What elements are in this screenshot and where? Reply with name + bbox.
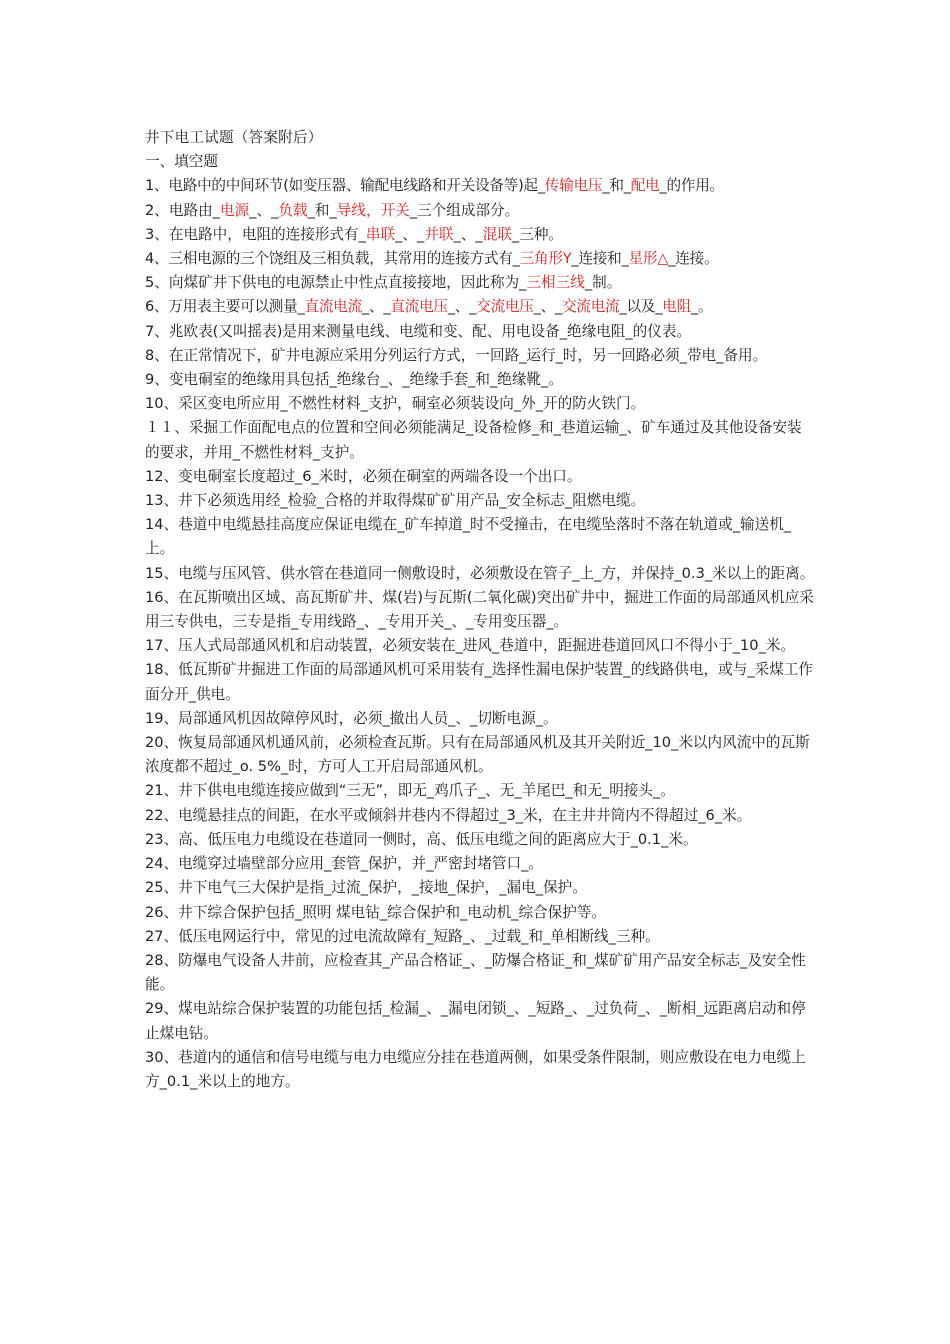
answer-text: 混联 [482,225,512,243]
question-text: _和_ [307,201,337,219]
answer-text: 直流电流 [304,298,362,316]
question-10: 10、采区变电所应用_不燃性材料_支护，硐室必须装设向_外_开的防火铁门。 [145,395,646,413]
answer-text: 串联 [365,225,396,243]
answer-text: 星形△ [628,250,669,268]
question-text: _、_ [395,225,425,243]
question-text: _三种。 [511,225,564,243]
question-text: _、_ [533,298,563,316]
question-16: 16、在瓦斯喷出区域、高瓦斯矿井、煤(岩)与瓦斯(二氧化碳)突出矿井中，掘进工作面的局部通风机应采用三专供电，三专是指_专用线路_、_专用开关_、_专用变压器_。 [145,588,814,631]
answer-text: 交流电流 [562,298,620,316]
answer-text: 三相三线 [526,274,585,292]
question-21: 21、井下供电电缆连接应做到“三无”，即无_鸡爪子_、无_羊尾巴_和无_明接头_。 [145,782,675,800]
answer-text: 导线，开关 [336,201,410,219]
question-27: 27、低压电网运行中，常见的过电流故障有_短路_、_过载_和_单相断线_三种。 [145,927,660,945]
question-13: 13、井下必须选用经_检验_合格的并取得煤矿矿用产品_安全标志_阻燃电缆。 [145,492,646,510]
question-text: _以及_ [619,298,663,316]
question-19: 19、局部通风机因故障停风时，必须_撤出人员_、_切断电源_。 [145,709,558,727]
question-text: 4、三相电源的三个饶组及三相负载，其常用的连接方式有_ [145,250,520,268]
question-text: _、_ [453,225,483,243]
question-text: 3、在电路中，电阻的连接形式有_ [145,225,366,243]
question-text: 1、电路中的中间环节(如变压器、输配电线路和开关设备等)起_ [145,177,545,195]
question-26: 26、井下综合保护包括_照明 煤电钻_综合保护和_电动机_综合保护等。 [145,903,607,921]
question-11: １１、采掘工作面配电点的位置和空间必须能满足_设备检修_和_巷道运输_、矿车通过及其他设备安装的要求，并用_不燃性材料_支护。 [145,419,802,461]
question-text: _连接。 [668,250,719,268]
question-6 [145,295,815,319]
answer-text: 直流电压 [390,298,448,316]
answer-text: 电阻 [662,298,691,316]
answer-text: 交流电压 [476,298,534,316]
answer-text: 负载 [278,201,308,219]
question-20: 20、恢复局部通风机通风前，必须检查瓦斯。只有在局部通风机及其开关附近_10_米以内风流中的瓦斯浓度都不超过_o. 5%_时，方可人工开启局部通风机。 [145,734,810,776]
question-text: _、_ [447,298,477,316]
question-25: 25、井下电气三大保护是指_过流_保护，_接地_保护，_漏电_保护。 [145,879,587,897]
question-15: 15、电缆与压风管、供水管在巷道同一侧敷设时，必须敷设在管子_上_方，并保持_0.3_米以上的距离。 [145,564,815,582]
question-23: 23、高、低压电力电缆设在巷道同一侧时，高、低压电缆之间的距离应大于_0.1_米。 [145,830,698,848]
section-heading: 一、填空题 [145,153,218,171]
answer-text: 并联 [424,225,454,243]
question-8: 8、在正常情况下，矿井电源应采用分列运行方式，一回路_运行_时，另一回路必须_带电_备用。 [145,346,768,364]
question-30: 30、巷道内的通信和信号电缆与电力电缆应分挂在巷道两侧，如果受条件限制，则应敷设在电力电缆上方_0.1_米以上的地方。 [145,1048,806,1090]
question-text: _、_ [361,298,391,316]
question-4 [145,247,815,271]
question-7: 7、兆欧表(又叫摇表)是用来测量电线、电缆和变、配、用电设备_绝缘电阻_的仪表。 [145,322,692,340]
question-text: _的作用。 [659,177,724,195]
question-24: 24、电缆穿过墙壁部分应用_套管_保护，并_严密封堵管口_。 [145,855,544,873]
question-text: _和_ [602,177,631,195]
question-2 [145,199,815,223]
answer-text: 配电 [630,177,660,195]
question-22: 22、电缆悬挂点的间距，在水平或倾斜井巷内不得超过_3_米，在主井井筒内不得超过_6_米。 [145,806,752,824]
question-17: 17、压人式局部通风机和启动装置，必须安装在_进风_巷道中，距掘进巷道回风口不得小于_10_米。 [145,637,796,655]
question-text: _制。 [584,274,622,292]
document-page [145,126,815,1094]
question-text: 5、向煤矿井下供电的电源禁止中性点直接接地，因此称为_ [145,274,527,292]
answer-text: 电源 [219,201,250,219]
question-text: _。 [690,298,713,316]
document-title: 井下电工试题（答案附后） [145,129,323,146]
question-text: 6、万用表主要可以测量_ [145,298,305,316]
question-9: 9、变电硐室的绝缘用具包括_绝缘台_、_绝缘手套_和_绝缘靴_。 [145,371,563,389]
question-18: 18、低瓦斯矿井掘进工作面的局部通风机可采用装有_选择性漏电保护装置_的线路供电，或与_采煤工作面分开_供电。 [145,661,813,703]
question-28: 28、防爆电气设备人井前，应检查其_产品合格证_、_防爆合格证_和_煤矿矿用产品安全标志_及安全性能。 [145,951,806,994]
answer-text: 传输电压 [544,177,603,195]
question-14: 14、巷道中电缆悬挂高度应保证电缆在_矿车掉道_时不受撞击，在电缆坠落时不落在轨道或_输送机_上。 [145,516,792,558]
question-text: _、_ [249,201,279,219]
question-text: _三个组成部分。 [409,201,520,219]
question-5 [145,271,815,295]
question-text: _连接和_ [571,250,629,268]
answer-text: 三角形Y [519,250,572,268]
question-3 [145,223,815,247]
question-29: 29、煤电站综合保护装置的功能包括_检漏_、_漏电闭锁_、_短路_、_过负荷_、_断相_远距离启动和停止煤电钻。 [145,1000,806,1042]
question-12: 12、变电硐室长度超过_6_米时，必须在硐室的两端各设一个出口。 [145,467,582,485]
question-1 [145,174,815,198]
question-text: 2、电路由_ [145,201,220,219]
